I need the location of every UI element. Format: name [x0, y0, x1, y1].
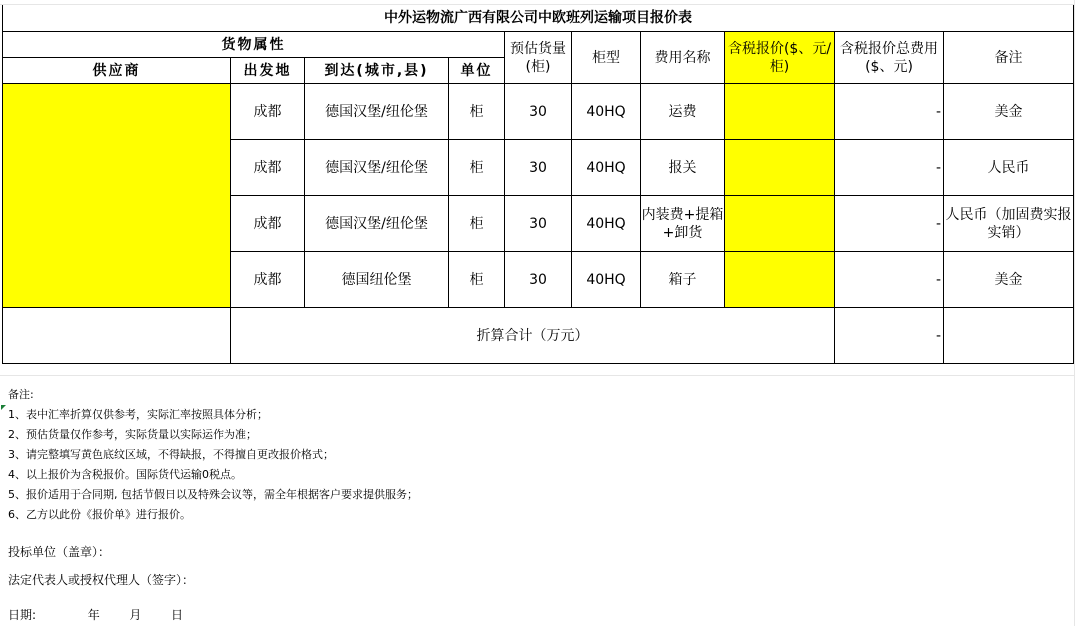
origin-cell[interactable]: 成都 [231, 252, 305, 308]
fee-cell[interactable]: 运费 [641, 84, 725, 140]
grid-line [0, 375, 1075, 376]
tax-price-cell[interactable] [725, 196, 835, 252]
summary-label[interactable]: 折算合计（万元） [231, 308, 835, 364]
note-item[interactable]: 3、请完整填写黄色底纹区域，不得缺报，不得擅自更改报价格式； [8, 448, 334, 461]
est-volume-header[interactable]: 预估货量(柜) [505, 32, 572, 84]
origin-cell[interactable]: 成都 [231, 196, 305, 252]
unit-cell[interactable]: 柜 [449, 252, 505, 308]
destination-cell[interactable]: 德国汉堡/纽伦堡 [305, 84, 449, 140]
unit-cell[interactable]: 柜 [449, 196, 505, 252]
tax-price-cell[interactable] [725, 140, 835, 196]
note-item[interactable]: 2、预估货量仅作参考，实际货量以实际运作为准； [8, 428, 257, 441]
representative-signature[interactable]: 法定代表人或授权代理人（签字）： [8, 573, 195, 587]
tax-price-cell[interactable] [725, 84, 835, 140]
notes-heading[interactable]: 备注: [8, 388, 34, 401]
container-cell[interactable]: 40HQ [572, 196, 641, 252]
tax-total-cell[interactable]: - [835, 196, 944, 252]
summary-empty-cell[interactable] [3, 308, 231, 364]
destination-cell[interactable]: 德国汉堡/纽伦堡 [305, 140, 449, 196]
origin-header[interactable]: 出发地 [231, 58, 305, 84]
volume-cell[interactable]: 30 [505, 196, 572, 252]
volume-cell[interactable]: 30 [505, 84, 572, 140]
tax-total-cell[interactable]: - [835, 84, 944, 140]
summary-total-cell[interactable]: - [835, 308, 944, 364]
unit-cell[interactable]: 柜 [449, 84, 505, 140]
destination-cell[interactable]: 德国纽伦堡 [305, 252, 449, 308]
origin-cell[interactable]: 成都 [231, 84, 305, 140]
destination-header[interactable]: 到达(城市,县) [305, 58, 449, 84]
remark-cell[interactable]: 美金 [944, 84, 1074, 140]
summary-remark-cell[interactable] [944, 308, 1074, 364]
fee-cell[interactable]: 内装费+提箱+卸货 [641, 196, 725, 252]
date-month[interactable]: 月 [129, 608, 142, 622]
table-row [3, 84, 1074, 140]
note-item[interactable]: 6、乙方以此份《报价单》进行报价。 [8, 508, 191, 521]
tax-total-cell[interactable]: - [835, 252, 944, 308]
tax-price-header[interactable]: 含税报价($、元/柜) [725, 32, 835, 84]
destination-cell[interactable]: 德国汉堡/纽伦堡 [305, 196, 449, 252]
quote-table [2, 5, 1074, 364]
date-line [8, 606, 183, 623]
note-item[interactable]: 5、报价适用于合同期, 包括节假日以及特殊会议等，需全年根据客户要求提供服务； [8, 488, 418, 501]
bidder-signature[interactable]: 投标单位（盖章）： [8, 545, 111, 559]
container-cell[interactable]: 40HQ [572, 84, 641, 140]
note-item[interactable]: 1、表中汇率折算仅供参考，实际汇率按照具体分析； [8, 408, 268, 421]
unit-cell[interactable]: 柜 [449, 140, 505, 196]
date-label[interactable]: 日期: [8, 608, 37, 622]
date-year[interactable]: 年 [87, 608, 100, 622]
tax-total-cell[interactable]: - [835, 140, 944, 196]
cargo-attr-header[interactable]: 货物属性 [3, 32, 505, 58]
supplier-cell[interactable] [3, 84, 231, 308]
remark-cell[interactable]: 人民币 [944, 140, 1074, 196]
table-title[interactable]: 中外运物流广西有限公司中欧班列运输项目报价表 [3, 5, 1074, 32]
remark-header[interactable]: 备注 [944, 32, 1074, 84]
date-day[interactable]: 日 [171, 608, 184, 622]
notes-block [8, 385, 418, 525]
volume-cell[interactable]: 30 [505, 140, 572, 196]
fee-name-header[interactable]: 费用名称 [641, 32, 725, 84]
tax-price-cell[interactable] [725, 252, 835, 308]
container-cell[interactable]: 40HQ [572, 140, 641, 196]
origin-cell[interactable]: 成都 [231, 140, 305, 196]
summary-row [3, 308, 1074, 364]
container-cell[interactable]: 40HQ [572, 252, 641, 308]
note-item[interactable]: 4、以上报价为含税报价。国际货代运输0税点。 [8, 468, 242, 481]
volume-cell[interactable]: 30 [505, 252, 572, 308]
container-type-header[interactable]: 柜型 [572, 32, 641, 84]
remark-cell[interactable]: 人民币（加固费实报实销） [944, 196, 1074, 252]
supplier-header[interactable]: 供应商 [3, 58, 231, 84]
unit-header[interactable]: 单位 [449, 58, 505, 84]
fee-cell[interactable]: 箱子 [641, 252, 725, 308]
tax-total-header[interactable]: 含税报价总费用($、元) [835, 32, 944, 84]
fee-cell[interactable]: 报关 [641, 140, 725, 196]
remark-cell[interactable]: 美金 [944, 252, 1074, 308]
cell-comment-marker [1, 405, 6, 410]
